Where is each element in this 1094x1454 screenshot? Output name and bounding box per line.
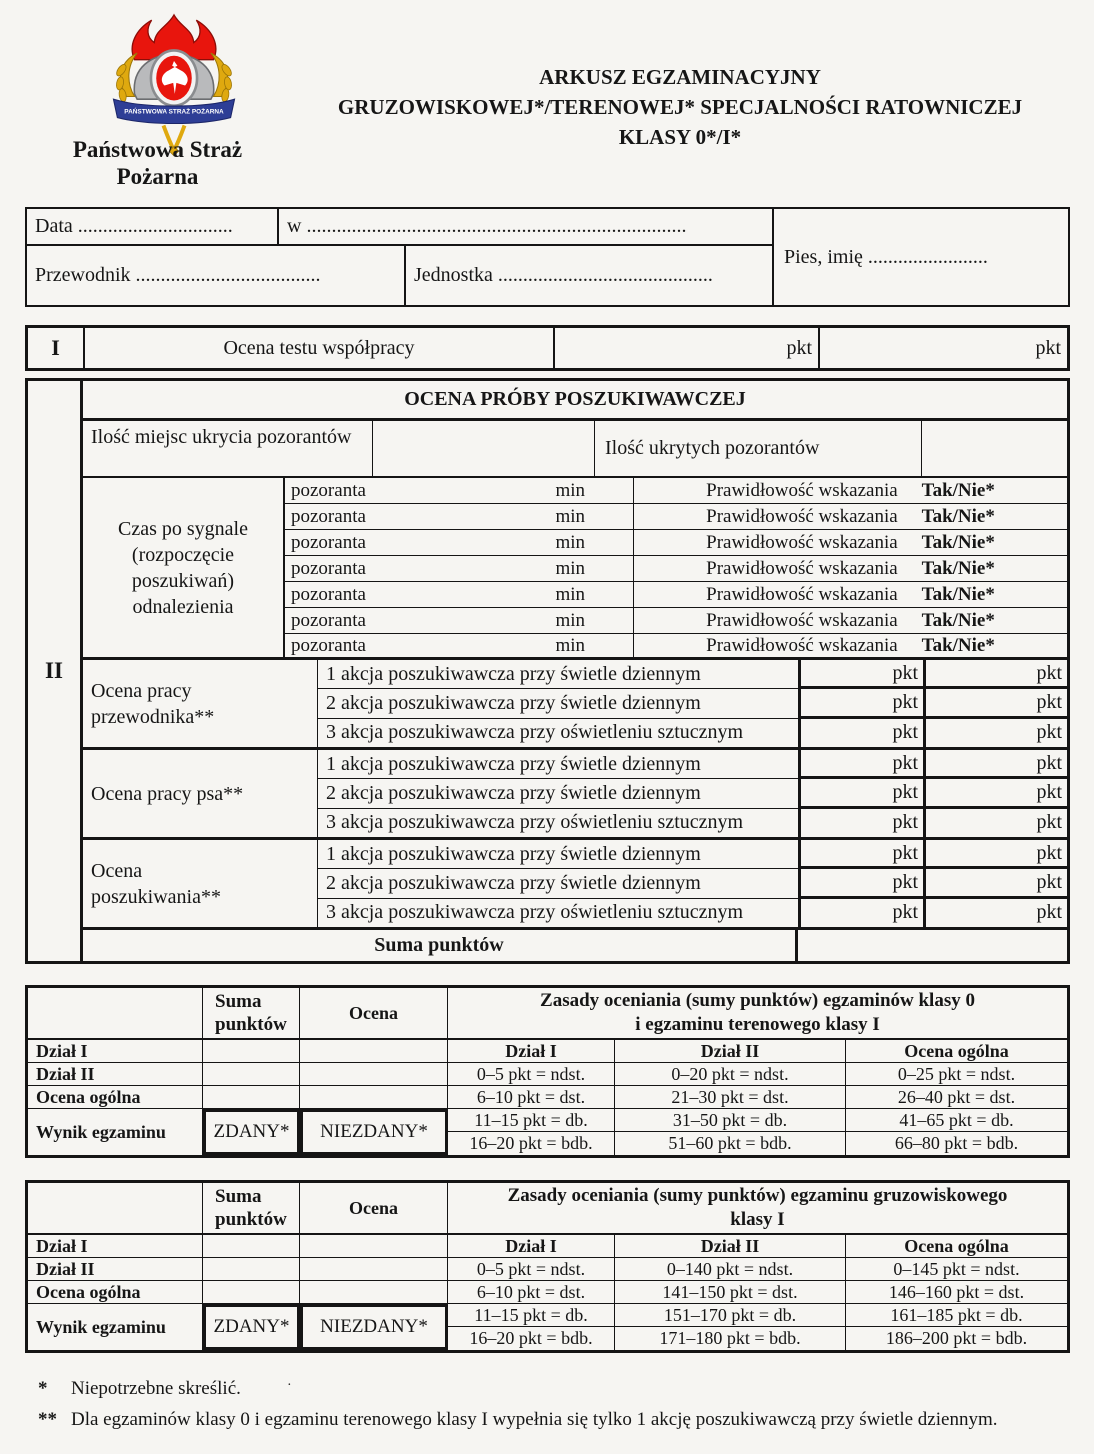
indication-correctness-label: Prawidłowość wskazania xyxy=(706,634,898,656)
col-header-ocena-ogolna: Ocena ogólna xyxy=(846,1235,1067,1258)
pozorant-time-cell xyxy=(285,530,634,555)
search-action-label: 1 akcja poszukiwawcza przy świetle dziennym xyxy=(326,662,701,685)
grade-range-bdb: 16–20 pkt = bdb. xyxy=(448,1132,615,1155)
footnote-line xyxy=(38,1409,1078,1431)
overall-sum-cell xyxy=(203,1086,300,1109)
points-cell-2: pkt xyxy=(923,869,1067,897)
col-header-dzial-2: Dział II xyxy=(615,1040,846,1063)
evaluation-group-label-line: poszukiwania** xyxy=(91,885,221,908)
points-cell-2: pkt xyxy=(923,719,1067,747)
search-action-row xyxy=(318,899,1067,927)
pozorant-row xyxy=(285,608,1067,634)
points-cell-2: pkt xyxy=(923,660,1067,688)
grade-range-db: 161–185 pkt = db. xyxy=(846,1304,1067,1327)
grade-range-ndst: 0–20 pkt = ndst. xyxy=(615,1063,846,1086)
minutes-label: min xyxy=(555,505,585,527)
search-action-label: 3 akcja poszukiwawcza przy oświetleniu sztucznym xyxy=(326,901,744,924)
unit-field: Jednostka ........................................... xyxy=(414,264,713,286)
dzial-2-sum-cell xyxy=(203,1063,300,1086)
footnotes xyxy=(38,1378,1078,1440)
dzial-1-grade-cell xyxy=(300,1235,448,1258)
points-cell-2: pkt xyxy=(923,809,1067,837)
minutes-label: min xyxy=(555,531,585,553)
grade-range-bdb: 186–200 pkt = bdb. xyxy=(885,1328,1028,1348)
pozorant-row xyxy=(285,634,1067,657)
grade-range-dst: 6–10 pkt = dst. xyxy=(448,1086,615,1109)
result-failed-cell: NIEZDANY* xyxy=(300,1109,448,1155)
yes-no-choice: Tak/Nie* xyxy=(921,531,995,553)
row-label-dzial-2: Dział II xyxy=(28,1258,203,1281)
grade-range-bdb: 16–20 pkt = bdb. xyxy=(448,1327,615,1350)
overall-sum-cell xyxy=(203,1281,300,1304)
indication-correctness-cell xyxy=(634,478,1067,503)
section-1-label: Ocena testu współpracy xyxy=(85,328,555,368)
find-times-label-line1: Czas po sygnale xyxy=(118,517,248,540)
search-action-row xyxy=(318,660,1067,689)
search-action-label: 2 akcja poszukiwawcza przy świetle dziennym xyxy=(326,781,701,804)
points-cell-1: pkt xyxy=(798,689,923,717)
yes-no-choice: Tak/Nie* xyxy=(921,479,995,501)
pozorant-row xyxy=(285,478,1067,504)
form-title xyxy=(270,62,1090,152)
pozorant-time-cell xyxy=(285,608,634,633)
scan-artifact-dot: · xyxy=(287,1378,292,1393)
indication-correctness-label: Prawidłowość wskazania xyxy=(706,609,898,631)
pozorant-row xyxy=(285,504,1067,530)
section-1-cooperation-test xyxy=(25,325,1070,371)
col-header-dzial-1: Dział I xyxy=(448,1040,615,1063)
evaluation-group xyxy=(83,840,1067,930)
sum-value-cell xyxy=(798,930,1067,961)
points-cell-2: pkt xyxy=(923,750,1067,778)
pozorant-time-cell xyxy=(285,634,634,657)
col-header-dzial-1: Dział I xyxy=(448,1235,615,1258)
overall-grade-cell xyxy=(300,1086,448,1109)
grade-range-ndst: 0–5 pkt = ndst. xyxy=(448,1063,615,1086)
grade-range-db: 11–15 pkt = db. xyxy=(448,1109,615,1132)
grade-range-bdb: 51–60 pkt = bdb. xyxy=(615,1132,846,1155)
row-label-ocena-ogolna: Ocena ogólna xyxy=(28,1086,203,1109)
scoring-rules-table-class0 xyxy=(25,985,1070,1158)
grade-range-ndst: 0–25 pkt = ndst. xyxy=(846,1063,1067,1086)
scoring-rules-title-line2: i egzaminu terenowego klasy I xyxy=(635,1014,880,1035)
grade-header: Ocena xyxy=(300,988,448,1040)
footnote-marker: * xyxy=(38,1378,48,1399)
evaluation-group-label-line: Ocena xyxy=(91,859,143,882)
info-left-block xyxy=(27,209,774,305)
search-action-label: 2 akcja poszukiwawcza przy świetle dziennym xyxy=(326,871,701,894)
evaluation-group-rows xyxy=(318,840,1067,927)
scoring-rules-title-line1: Zasady oceniania (sumy punktów) egzaminu gruzowiskowego xyxy=(507,1185,1008,1206)
corner-blank-cell xyxy=(28,988,203,1040)
pozorant-label: pozoranta xyxy=(291,505,366,527)
hidden-pozorants-value-cell xyxy=(922,421,1067,476)
section-2-search-trial xyxy=(25,378,1070,964)
sum-header-line1: Suma xyxy=(215,1186,262,1207)
grade-range-dst: 21–30 pkt = dst. xyxy=(615,1086,846,1109)
dzial-1-sum-cell xyxy=(203,1235,300,1258)
hiding-places-value-cell xyxy=(373,421,595,476)
indication-correctness-label: Prawidłowość wskazania xyxy=(706,531,898,553)
scoring-rules-title xyxy=(448,1183,1067,1235)
points-cell-2: pkt xyxy=(923,779,1067,807)
pozorant-label: pozoranta xyxy=(291,557,366,579)
search-action-row xyxy=(318,750,1067,779)
section-2-title: OCENA PRÓBY POSZUKIWAWCZEJ xyxy=(83,381,1067,421)
row-label-dzial-2: Dział II xyxy=(28,1063,203,1086)
pozorant-label: pozoranta xyxy=(291,531,366,553)
sum-label: Suma punktów xyxy=(83,930,798,961)
minutes-label: min xyxy=(555,634,585,656)
yes-no-choice: Tak/Nie* xyxy=(921,583,995,605)
pozorant-time-cell xyxy=(285,478,634,503)
search-action-label: 1 akcja poszukiwawcza przy świetle dziennym xyxy=(326,842,701,865)
dzial-2-grade-cell xyxy=(300,1063,448,1086)
evaluation-group xyxy=(83,660,1067,750)
dzial-1-sum-cell xyxy=(203,1040,300,1063)
evaluation-group-label-line: Ocena pracy psa** xyxy=(91,782,244,805)
corner-blank-cell xyxy=(28,1183,203,1235)
points-cell-1: pkt xyxy=(798,750,923,778)
pozorant-time-cell xyxy=(285,582,634,607)
indication-correctness-cell xyxy=(634,582,1067,607)
pozorant-row xyxy=(285,530,1067,556)
search-action-row xyxy=(318,689,1067,718)
minutes-label: min xyxy=(555,583,585,605)
evaluation-groups xyxy=(83,660,1067,930)
search-action-label: 1 akcja poszukiwawcza przy świetle dziennym xyxy=(326,752,701,775)
find-times-section xyxy=(83,478,1067,660)
location-field: w ............................................................................ xyxy=(287,215,687,237)
hiding-places-row xyxy=(83,421,1067,478)
evaluation-group-label xyxy=(83,750,318,837)
pozorant-time-cell xyxy=(285,504,634,529)
footnote-text: Niepotrzebne skreślić. xyxy=(71,1378,241,1399)
footnote-text: Dla egzaminów klasy 0 i egzaminu terenowego klasy I wypełnia się tylko 1 akcję poszukiwawczą przy świetle dziennym. xyxy=(71,1409,998,1430)
pozorant-time-cell xyxy=(285,556,634,581)
col-header-dzial-2: Dział II xyxy=(615,1235,846,1258)
points-cell-1: pkt xyxy=(798,809,923,837)
evaluation-group-label xyxy=(83,840,318,927)
organization-name-line1: Państwowa Straż xyxy=(72,137,243,162)
indication-correctness-cell xyxy=(634,634,1067,657)
grade-range-db: 41–65 pkt = db. xyxy=(846,1109,1067,1132)
scoring-rules-title xyxy=(448,988,1067,1040)
grade-range-dst: 146–160 pkt = dst. xyxy=(846,1281,1067,1304)
ribbon-text: PAŃSTWOWA STRAŻ POŻARNA xyxy=(124,108,224,116)
find-times-label-line2: (rozpoczęcie xyxy=(131,543,235,566)
evaluation-group-rows xyxy=(318,750,1067,837)
grade-range-ndst: 0–140 pkt = ndst. xyxy=(615,1258,846,1281)
yes-no-choice: Tak/Nie* xyxy=(921,505,995,527)
points-cell-2: pkt xyxy=(923,899,1067,927)
dog-name-field: Pies, imię ........................ xyxy=(784,245,988,268)
dzial-2-grade-cell xyxy=(300,1258,448,1281)
evaluation-group xyxy=(83,750,1067,840)
points-cell-1: pkt xyxy=(798,719,923,747)
row-label-dzial-1: Dział I xyxy=(28,1235,203,1258)
indication-correctness-label: Prawidłowość wskazania xyxy=(706,479,898,501)
dzial-2-sum-cell xyxy=(203,1258,300,1281)
search-action-row xyxy=(318,840,1067,869)
evaluation-group-rows xyxy=(318,660,1067,747)
organization-name-line2: Pożarna xyxy=(116,164,199,189)
form-title-line2: GRUZOWISKOWEJ*/TERENOWEJ* SPECJALNOŚCI RATOWNICZEJ xyxy=(337,95,1023,119)
grade-range-dst: 141–150 pkt = dst. xyxy=(615,1281,846,1304)
grade-range-ndst: 0–145 pkt = ndst. xyxy=(846,1258,1067,1281)
scoring-rules-table-rubble-class1 xyxy=(25,1180,1070,1353)
grade-header: Ocena xyxy=(300,1183,448,1235)
dzial-1-grade-cell xyxy=(300,1040,448,1063)
minutes-label: min xyxy=(555,479,585,501)
sum-of-points-header xyxy=(203,1183,300,1235)
indication-correctness-label: Prawidłowość wskazania xyxy=(706,557,898,579)
grade-range-db: 151–170 pkt = db. xyxy=(615,1304,846,1327)
result-passed-cell: ZDANY* xyxy=(203,1109,300,1155)
minutes-label: min xyxy=(555,609,585,631)
footnote-line xyxy=(38,1378,1078,1400)
find-times-label-line3: poszukiwań) xyxy=(131,569,235,592)
points-cell-1: pkt xyxy=(798,779,923,807)
yes-no-choice: Tak/Nie* xyxy=(921,609,995,631)
grade-range-db: 31–50 pkt = db. xyxy=(615,1109,846,1132)
exam-info-table xyxy=(25,207,1070,307)
sum-row xyxy=(83,930,1067,961)
hidden-pozorants-label: Ilość ukrytych pozorantów xyxy=(595,421,922,476)
search-action-label: 3 akcja poszukiwawcza przy oświetleniu sztucznym xyxy=(326,811,744,834)
col-header-ocena-ogolna: Ocena ogólna xyxy=(846,1040,1067,1063)
row-label-dzial-1: Dział I xyxy=(28,1040,203,1063)
indication-correctness-label: Prawidłowość wskazania xyxy=(706,583,898,605)
find-times-label-line4: odnalezienia xyxy=(132,595,234,618)
scoring-rules-title-line2: klasy I xyxy=(730,1209,785,1230)
grade-range-db: 11–15 pkt = db. xyxy=(448,1304,615,1327)
yes-no-choice: Tak/Nie* xyxy=(921,634,995,656)
sum-of-points-header xyxy=(203,988,300,1040)
grade-range-ndst: 0–5 pkt = ndst. xyxy=(448,1258,615,1281)
points-cell-1: pkt xyxy=(798,840,923,868)
section-1-points-cell-1: pkt xyxy=(786,336,812,359)
handler-field: Przewodnik ..................................... xyxy=(27,246,406,305)
row-label-wynik-egzaminu: Wynik egzaminu xyxy=(28,1304,203,1350)
search-action-row xyxy=(318,719,1067,747)
row-label-ocena-ogolna: Ocena ogólna xyxy=(28,1281,203,1304)
hiding-places-label: Ilość miejsc ukrycia pozorantów xyxy=(83,421,373,476)
grade-range-dst: 26–40 pkt = dst. xyxy=(846,1086,1067,1109)
search-action-row xyxy=(318,779,1067,808)
overall-grade-cell xyxy=(300,1281,448,1304)
sum-header-line2: punktów xyxy=(215,1209,287,1230)
points-cell-1: pkt xyxy=(798,899,923,927)
section-1-numeral: I xyxy=(28,328,85,368)
sum-header-line2: punktów xyxy=(215,1014,287,1035)
grade-range-dst: 6–10 pkt = dst. xyxy=(448,1281,615,1304)
indication-correctness-cell xyxy=(634,504,1067,529)
indication-correctness-cell xyxy=(634,530,1067,555)
search-action-label: 3 akcja poszukiwawcza przy oświetleniu sztucznym xyxy=(326,721,744,744)
pozorant-row xyxy=(285,582,1067,608)
search-action-label: 2 akcja poszukiwawcza przy świetle dziennym xyxy=(326,691,701,714)
indication-correctness-label: Prawidłowość wskazania xyxy=(706,505,898,527)
section-1-points-cell-2: pkt xyxy=(1035,336,1061,359)
points-cell-2: pkt xyxy=(923,689,1067,717)
minutes-label: min xyxy=(555,557,585,579)
form-title-line3: KLASY 0*/I* xyxy=(618,125,742,149)
result-passed-cell: ZDANY* xyxy=(203,1304,300,1350)
organization-name xyxy=(30,136,285,190)
section-2-numeral: II xyxy=(28,381,83,961)
pozorant-label: pozoranta xyxy=(291,583,366,605)
yes-no-choice: Tak/Nie* xyxy=(921,557,995,579)
row-label-wynik-egzaminu: Wynik egzaminu xyxy=(28,1109,203,1155)
grade-range-bdb: 66–80 pkt = bdb. xyxy=(894,1133,1019,1153)
pozorant-label: pozoranta xyxy=(291,479,366,501)
pozorant-rows xyxy=(285,478,1067,657)
evaluation-group-label-line: przewodnika** xyxy=(91,705,215,728)
footnote-marker: ** xyxy=(38,1409,57,1430)
result-failed-cell: NIEZDANY* xyxy=(300,1304,448,1350)
search-action-row xyxy=(318,869,1067,898)
grade-range-bdb: 171–180 pkt = bdb. xyxy=(615,1327,846,1350)
search-action-row xyxy=(318,809,1067,837)
pozorant-row xyxy=(285,556,1067,582)
date-field: Data ............................... xyxy=(27,209,279,244)
indication-correctness-cell xyxy=(634,608,1067,633)
pozorant-label: pozoranta xyxy=(291,634,366,656)
scoring-rules-title-line1: Zasady oceniania (sumy punktów) egzaminów klasy 0 xyxy=(540,990,975,1011)
points-cell-2: pkt xyxy=(923,840,1067,868)
indication-correctness-cell xyxy=(634,556,1067,581)
sum-header-line1: Suma xyxy=(215,991,262,1012)
form-title-line1: ARKUSZ EGZAMINACYJNY xyxy=(539,65,821,89)
points-cell-1: pkt xyxy=(798,869,923,897)
find-times-label xyxy=(83,478,285,657)
points-cell-1: pkt xyxy=(798,660,923,688)
evaluation-group-label xyxy=(83,660,318,747)
evaluation-group-label-line: Ocena pracy xyxy=(91,679,192,702)
pozorant-label: pozoranta xyxy=(291,609,366,631)
